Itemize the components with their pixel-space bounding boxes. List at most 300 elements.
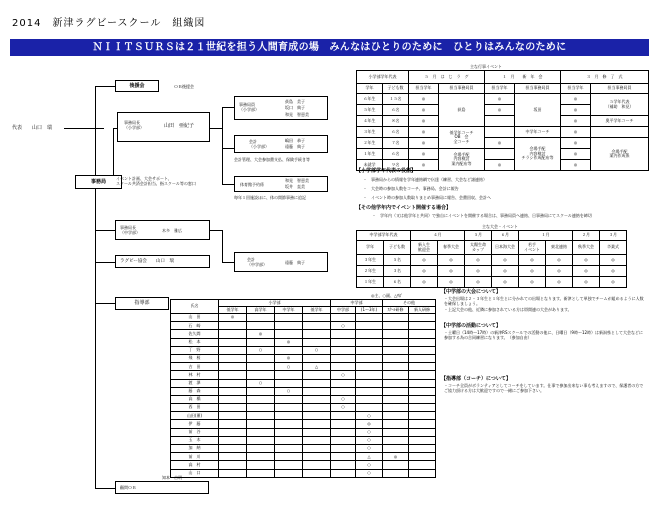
jimukyoku-box: 事務局	[75, 175, 122, 189]
advisor-name: 知本 吉明	[162, 475, 182, 480]
coach-role-cell	[383, 469, 409, 477]
chu-sub: 新入生 歓迎会	[411, 241, 438, 255]
coach-role-cell: ◎	[247, 330, 275, 338]
coach-row	[171, 330, 436, 338]
chu-caption: 主な大会・イベント	[482, 224, 518, 229]
coach-row	[171, 346, 436, 354]
events-subhead: 担当学年	[561, 84, 591, 94]
taiiku-names: 和見 智恵美 坂井 直美	[285, 178, 309, 189]
coach-role-cell	[383, 412, 409, 420]
jimuin-role: 事務局員 （小学部）	[239, 102, 259, 112]
coach-head: その他	[383, 300, 436, 307]
coach-role-cell: ○	[331, 371, 356, 379]
coach-subhead: 新人研修	[409, 307, 436, 314]
mar-staff-cell	[591, 127, 649, 138]
coach-role-cell	[409, 404, 436, 412]
coach-role-cell	[247, 412, 275, 420]
coach-name-cell: 山田(薫)	[171, 412, 219, 420]
coach-role-cell	[383, 338, 409, 346]
coach-role-cell	[275, 453, 303, 461]
coach-role-cell	[356, 379, 383, 387]
count-cell: １５名	[383, 94, 409, 105]
mark-cell: ◎	[492, 266, 519, 277]
page-title: 2014 新津ラグビースクール 組織図	[12, 18, 206, 29]
grade-cell: １年生	[357, 277, 384, 288]
jimuin-names: 荻島 美子 坂口 典子 和見 智恵美	[285, 99, 309, 117]
coach-role-cell	[219, 428, 247, 436]
coach-role-cell	[409, 461, 436, 469]
mark-cell: ◎	[519, 277, 546, 288]
coach-role-cell	[409, 445, 436, 453]
coach-role-cell: ○	[356, 428, 383, 436]
coach-role-cell	[247, 314, 275, 322]
coach-role-cell	[409, 395, 436, 403]
coach-role-cell	[275, 404, 303, 412]
mark-cell: ◎	[485, 94, 515, 105]
mark-cell: ◎	[561, 105, 591, 116]
mark-cell: ◎	[409, 116, 439, 127]
connector	[64, 128, 104, 129]
mark-cell: ◎	[519, 266, 546, 277]
coach-role-cell	[303, 436, 331, 444]
connector	[222, 107, 223, 185]
chu-activity-heading: 【中学部の活動について】	[441, 323, 501, 329]
coach-role-cell	[331, 387, 356, 395]
chu-head: 中学部学年代表	[357, 231, 411, 241]
coach-legend: ◎主、○副、△ｻﾎﾟ	[371, 293, 404, 298]
representative-label: 代表 山口 瑞	[12, 125, 53, 131]
coach-role-cell: ○	[331, 404, 356, 412]
coach-role-cell: ◎	[383, 453, 409, 461]
coach-row	[171, 436, 436, 444]
connector	[95, 262, 115, 263]
mar-staff-cell: ５学年代表 （補助 和見）	[591, 94, 649, 116]
may-staff2-cell: 低学年コーチ OB 会 全コーチ	[439, 127, 485, 149]
grade-cell: ４年生	[357, 116, 383, 127]
coach-head: 小学部	[219, 300, 331, 307]
events-subhead: 担当学年	[409, 84, 439, 94]
coach-role-cell	[409, 420, 436, 428]
coach-role-cell: ○	[303, 346, 331, 354]
coach-role-cell: ○	[275, 387, 303, 395]
chu-sub: 若手 イベント	[519, 241, 546, 255]
coach-row	[171, 412, 436, 420]
mark-cell: ◎	[409, 138, 439, 149]
grade-cell: ３年生	[357, 255, 384, 266]
event-note: イベント計画、大会サポート、 スクール共済会計担当、指スクール等の窓口	[116, 176, 196, 186]
coach-role-cell: ○	[275, 363, 303, 371]
events-head: ３ 月 修 了 式	[561, 71, 649, 84]
events-subhead: 担当事務局員	[591, 84, 649, 94]
connector	[222, 230, 223, 262]
coach-role-cell	[331, 363, 356, 371]
mark-cell: ◎	[485, 138, 515, 149]
connector	[210, 230, 222, 231]
taiiku-role: 体育館予約係	[240, 182, 264, 187]
chu-row	[357, 277, 627, 288]
coach-role-cell: ○	[247, 379, 275, 387]
coach-role-cell	[409, 387, 436, 395]
coach-role-cell	[331, 436, 356, 444]
chu-row	[357, 255, 627, 266]
coach-role-cell	[383, 379, 409, 387]
coach-name-cell: 藤 森	[171, 387, 219, 395]
kaikei-note: 会計管理、大会参加費支払、保険手続き等	[234, 157, 310, 162]
coach-role-cell	[383, 436, 409, 444]
grade-cell: １年生	[357, 149, 383, 160]
coach-role-cell	[247, 387, 275, 395]
coach-role-cell	[275, 445, 303, 453]
mark-cell: ◎	[409, 105, 439, 116]
coach-role-cell	[409, 379, 436, 387]
coach-role-cell: ○	[356, 436, 383, 444]
coach-subhead: (1〜3年)	[356, 307, 383, 314]
events-caption: 主な行事イベント	[470, 64, 502, 69]
coach-role-cell	[275, 346, 303, 354]
mark-cell: ◎	[573, 277, 600, 288]
advisor-box: 顧問ＯＢ	[115, 481, 209, 494]
mark-cell: ◎	[485, 105, 515, 116]
mark-cell: ◎	[546, 266, 573, 277]
events-subhead: 担当事務局員	[515, 84, 561, 94]
coach-role-cell	[409, 330, 436, 338]
coach-role-cell	[383, 330, 409, 338]
mark-cell: ◎	[465, 255, 492, 266]
count-cell: ３名	[384, 266, 411, 277]
chu-sub: 子ども数	[384, 241, 411, 255]
coach-role-cell	[303, 461, 331, 469]
coach-role-cell	[383, 428, 409, 436]
coach-role-cell	[383, 363, 409, 371]
mark-cell: ◎	[492, 255, 519, 266]
events-head: １ 月 新 年 会	[485, 71, 561, 84]
events-subhead: 担当学年	[485, 84, 515, 94]
coach-role-cell	[275, 436, 303, 444]
coach-name-cell: 飛 桜	[171, 354, 219, 362]
other-event-note: ・ 学年内（又は他学年と共同）で独自にイベントを開催する場合は、事務局員へ連絡、日事務局にてスクール連絡を締切	[372, 213, 592, 218]
count-cell: ６名	[384, 277, 411, 288]
coach-role-cell	[303, 412, 331, 420]
coach-role-cell	[409, 412, 436, 420]
coach-head: 中学部	[331, 300, 383, 307]
coach-role-cell	[247, 322, 275, 330]
coach-name-cell: 佐久間	[171, 330, 219, 338]
chu-head: ５月	[465, 231, 492, 241]
coach-role-cell	[303, 314, 331, 322]
coach-role-cell	[409, 469, 436, 477]
coach-role-cell	[356, 322, 383, 330]
mark-cell: ◎	[561, 116, 591, 127]
sho-role-line: ・ 大会時の参加人数をコーチ、事務局、会計に報告	[363, 186, 459, 191]
coach-role-cell: ◎	[275, 338, 303, 346]
coach-role-cell	[331, 469, 356, 477]
connector	[95, 303, 115, 304]
coach-role-cell	[275, 420, 303, 428]
coach-role-cell	[409, 371, 436, 379]
coach-row	[171, 314, 436, 322]
coach-role-cell: ○	[331, 395, 356, 403]
coach-text: ・コーチ全員がボランティアとしてコーチをしています。仕事で参加出来ない事も考えますので、保護者の方でご協力頂ける方は大歓迎ですので一緒にご参加下さい。	[444, 383, 644, 394]
coach-role-cell	[331, 445, 356, 453]
coach-row	[171, 428, 436, 436]
taiiku-note: 毎年１回施設ほに、体の関節事務に追記	[234, 195, 306, 200]
mark-cell: ◎	[561, 160, 591, 171]
coach-role-cell	[303, 395, 331, 403]
coach-role-cell	[247, 395, 275, 403]
coach-role-cell	[383, 395, 409, 403]
coach-role-cell	[356, 387, 383, 395]
coach-name-cell: 前 谷	[171, 428, 219, 436]
chu-sub: 秋季大会	[573, 241, 600, 255]
coach-role-cell	[356, 314, 383, 322]
coach-name-cell: 渡 澤	[171, 379, 219, 387]
mark-cell: ◎	[561, 138, 591, 149]
coach-role-cell	[331, 354, 356, 362]
coach-role-cell	[247, 371, 275, 379]
chu-tournament-text: ・大会出場は２・３年生と１年生とに分かれての出場となります。新津として単独でチームが組めるように人数を確保しましょう。 ・上記大会の他、近隣に参加されている方は帯関連の大会があります。	[444, 296, 644, 312]
coach-row	[171, 420, 436, 428]
mark-cell: ◎	[561, 94, 591, 105]
coach-role-cell	[356, 395, 383, 403]
coach-name-cell: 山 口	[171, 469, 219, 477]
coach-row	[171, 354, 436, 362]
coach-role-cell	[275, 314, 303, 322]
coach-role-cell	[219, 412, 247, 420]
connector	[210, 128, 222, 129]
chu-head: ２月	[573, 231, 600, 241]
jan-staff-cell: 坂田	[515, 94, 561, 127]
coach-row	[171, 453, 436, 461]
events-table	[356, 70, 649, 171]
mark-cell: ◎	[561, 127, 591, 138]
coach-role-cell: ○	[356, 461, 383, 469]
events-head: ５ 月 は じ ラ グ	[409, 71, 485, 84]
connector	[222, 148, 234, 149]
mark-cell: ◎	[573, 255, 600, 266]
chu-head: １月	[519, 231, 573, 241]
coach-role-cell	[247, 453, 275, 461]
coach-row	[171, 445, 436, 453]
chu-sub: 太陽生命 カップ	[465, 241, 492, 255]
coach-role-cell	[275, 469, 303, 477]
coach-heading: 【指導部（コーチ）について】	[441, 376, 511, 382]
coach-role-cell	[356, 338, 383, 346]
mark-cell: ◎	[411, 266, 438, 277]
mark-cell: ◎	[409, 160, 439, 171]
coach-role-cell	[247, 469, 275, 477]
mark-cell: ◎	[600, 255, 627, 266]
coach-table	[170, 299, 436, 478]
coach-name-cell: 松 本	[171, 338, 219, 346]
coach-role-cell	[331, 330, 356, 338]
coach-role-cell	[331, 461, 356, 469]
other-event-heading: 【その他学年内でイベント開催する場合】	[356, 205, 452, 211]
coach-name-cell: 伊 藤	[171, 420, 219, 428]
chu-sub: 学年	[357, 241, 384, 255]
coach-role-cell	[219, 404, 247, 412]
coach-role-cell	[275, 330, 303, 338]
coach-role-cell	[409, 346, 436, 354]
coach-role-cell	[275, 371, 303, 379]
may-venue-cell: 会場手配 内容検討 案内配布等	[439, 149, 485, 171]
coach-role-cell	[303, 404, 331, 412]
connector	[222, 107, 234, 108]
sho-role-line: ・ 事務局からの情報を学年連絡網で伝達（練習、大会など諸連絡）	[363, 177, 487, 182]
connector	[95, 86, 115, 87]
mar-venue-cell: 会場手配 案内作成係	[591, 138, 649, 171]
coach-role-cell	[303, 354, 331, 362]
coach-subhead: 中学部	[331, 307, 356, 314]
coach-row	[171, 371, 436, 379]
grade-cell: ５年生	[357, 105, 383, 116]
mark-cell: ◎	[465, 266, 492, 277]
coach-role-cell	[409, 453, 436, 461]
mark-cell: ◎	[573, 266, 600, 277]
coach-name-cell: 石 崎	[171, 322, 219, 330]
coach-role-cell	[247, 436, 275, 444]
jimukyoku-head-name: 山田 亜紀子	[164, 123, 195, 129]
coach-role-cell	[331, 314, 356, 322]
coach-role-cell	[331, 379, 356, 387]
coach-role-cell: ◎	[356, 420, 383, 428]
coach-name-cell: 西 田	[171, 404, 219, 412]
count-cell: ６名	[383, 105, 409, 116]
chu-tournament-heading: 【中学部の大会について】	[441, 289, 501, 295]
coach-row	[171, 387, 436, 395]
kaikei-chu-role: 会計 （中学部）	[247, 257, 267, 267]
coach-head: 氏名	[171, 300, 219, 314]
coach-role-cell: △	[356, 453, 383, 461]
coach-role-cell	[303, 338, 331, 346]
mark-cell	[485, 127, 515, 138]
coach-row	[171, 461, 436, 469]
coach-role-cell	[219, 436, 247, 444]
coach-role-cell	[409, 322, 436, 330]
sho-role-line: ・ イベント時の参加人数取りまとめ事務局に報告、会費回収、会計へ	[363, 195, 491, 200]
coach-role-cell: ○	[356, 445, 383, 453]
chu-activity-text: ・土曜日（14時〜17時）の新津RSスクールでの活動の他に、日曜日（9時〜12時）は新潟県として大会などに参加する為の合同練習になります。（参加自由）	[444, 330, 644, 341]
coach-role-cell	[303, 379, 331, 387]
kaikei-names: 嶋田 恭子 遠藤 典子	[285, 138, 305, 150]
coach-role-cell	[409, 428, 436, 436]
coach-role-cell	[219, 322, 247, 330]
connector	[222, 184, 234, 185]
coach-role-cell	[356, 371, 383, 379]
mark-cell: ◎	[561, 149, 591, 160]
coach-role-cell	[356, 330, 383, 338]
jimukyoku-head-role: 事務局長 （小学部）	[124, 120, 144, 130]
connector	[95, 230, 115, 231]
shidobu-box: 指導部	[115, 297, 169, 310]
jimukyoku-chu-name: 木多 雅広	[162, 228, 182, 233]
coach-role-cell	[247, 338, 275, 346]
coach-name-cell: 丁 野	[171, 346, 219, 354]
coach-role-cell	[303, 428, 331, 436]
coach-role-cell	[303, 453, 331, 461]
chu-sub: 日本海大会	[492, 241, 519, 255]
rugby-assoc-box: ラグビー協会 山口 瑞	[115, 255, 210, 268]
coach-role-cell	[247, 428, 275, 436]
ob-koenkai-label: ＯＢ後援会	[174, 84, 194, 89]
coach-role-cell	[356, 346, 383, 354]
coach-role-cell	[303, 445, 331, 453]
coach-subhead: ｽｸｰﾙ研修	[383, 307, 409, 314]
coach-name-cell: 前 川	[171, 453, 219, 461]
coach-role-cell	[219, 387, 247, 395]
coach-role-cell	[275, 322, 303, 330]
coach-name-cell: 高 橋	[171, 395, 219, 403]
coach-subhead: 低学年	[219, 307, 247, 314]
mark-cell: ◎	[546, 255, 573, 266]
events-head: 小学部学年代表	[357, 71, 409, 84]
chu-head: ４月	[411, 231, 465, 241]
coach-role-cell	[356, 363, 383, 371]
coach-role-cell	[275, 395, 303, 403]
coach-role-cell: ◎	[219, 314, 247, 322]
coach-role-cell	[275, 461, 303, 469]
coach-row	[171, 338, 436, 346]
coach-role-cell: ○	[356, 412, 383, 420]
chu-sub: 東北連絡	[546, 241, 573, 255]
coach-role-cell	[219, 445, 247, 453]
count-cell: ９名	[383, 160, 409, 171]
coach-role-cell	[383, 322, 409, 330]
coach-name-cell: 吉 田	[171, 363, 219, 371]
coach-role-cell	[247, 363, 275, 371]
chu-table	[356, 230, 627, 288]
coach-role-cell	[409, 338, 436, 346]
mark-cell: ◎	[600, 266, 627, 277]
coach-role-cell	[383, 346, 409, 354]
mark-cell: ◎	[411, 255, 438, 266]
count-cell: ７名	[383, 138, 409, 149]
kaikei-chu-name: 遠藤 典子	[285, 260, 305, 265]
sho-roles-heading: 【小学部学年代表の役割】	[356, 168, 417, 174]
coach-role-cell	[219, 453, 247, 461]
mark-cell: ◎	[409, 94, 439, 105]
grade-cell: ３年生	[357, 127, 383, 138]
coach-role-cell	[409, 354, 436, 362]
jimukyoku-chu-role: 事務局長 （中学部）	[120, 225, 140, 235]
coach-row	[171, 322, 436, 330]
coach-role-cell	[219, 338, 247, 346]
coach-role-cell	[247, 354, 275, 362]
coach-name-cell: 加 納	[171, 445, 219, 453]
coach-role-cell	[219, 363, 247, 371]
mark-cell: ◎	[438, 266, 465, 277]
grade-cell: 未就学	[357, 160, 383, 171]
coach-role-cell	[303, 469, 331, 477]
mark-cell: ◎	[492, 277, 519, 288]
kaikei-box	[234, 135, 328, 153]
coach-name-cell: 玉 木	[171, 436, 219, 444]
coach-role-cell	[383, 314, 409, 322]
may-staff-cell: 荻島	[439, 94, 485, 127]
coach-role-cell	[356, 404, 383, 412]
kaikei-chu-box	[234, 252, 328, 272]
coach-role-cell	[383, 445, 409, 453]
coach-role-cell: ○	[247, 346, 275, 354]
events-subhead: 学年	[357, 84, 383, 94]
coach-role-cell	[219, 379, 247, 387]
coach-role-cell	[331, 428, 356, 436]
coach-role-cell	[219, 371, 247, 379]
coach-role-cell	[303, 387, 331, 395]
chu-sub: 卒業式	[600, 241, 627, 255]
connector	[222, 262, 234, 263]
count-cell: ６名	[383, 149, 409, 160]
slogan-banner: ＮＩＩＴＳＵＲＳは２１世紀を担う人間育成の場 みんなはひとりのために ひとりはみんなのために	[10, 39, 649, 56]
